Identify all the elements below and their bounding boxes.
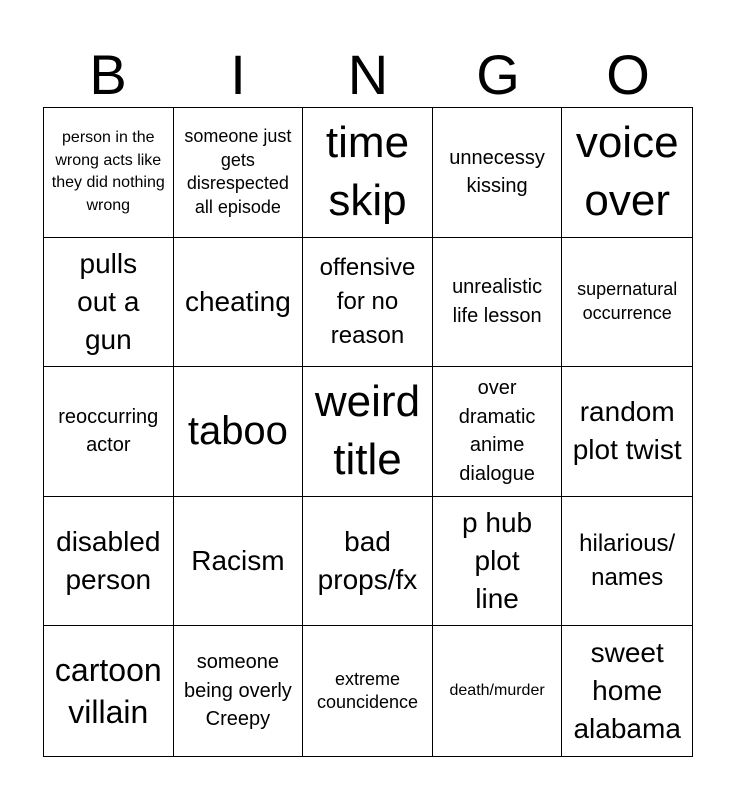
cell-text: taboo <box>187 409 288 454</box>
bingo-cell[interactable] <box>44 367 174 497</box>
bingo-cell[interactable] <box>562 626 692 756</box>
bingo-board <box>43 107 693 757</box>
bingo-cell[interactable] <box>44 626 174 756</box>
bingo-cell[interactable] <box>562 367 692 497</box>
bingo-cell[interactable] <box>433 367 563 497</box>
cell-text: reoccurring actor <box>58 405 159 457</box>
cell-text: pulls out a gun <box>77 247 140 355</box>
cell-text: offensive for no reason <box>319 253 416 349</box>
bingo-cell[interactable] <box>562 497 692 627</box>
cell-text: cheating <box>184 285 291 317</box>
bingo-cell[interactable] <box>174 238 304 368</box>
bingo-cell[interactable] <box>174 108 304 238</box>
bingo-cell[interactable] <box>303 238 433 368</box>
cell-text: disabled person <box>56 526 161 596</box>
bingo-cell[interactable] <box>303 108 433 238</box>
cell-text: cartoon villain <box>54 652 162 731</box>
bingo-cell[interactable] <box>174 497 304 627</box>
header-letter-b: B <box>89 43 127 106</box>
cell-text: extreme councidence <box>316 668 419 713</box>
header-letter-o: O <box>606 43 650 106</box>
cell-text: someone being overly Creepy <box>183 651 292 731</box>
cell-text: bad props/fx <box>317 526 418 596</box>
bingo-cell[interactable] <box>44 108 174 238</box>
bingo-cell[interactable] <box>174 367 304 497</box>
cell-text: weird title <box>314 377 421 485</box>
bingo-cell[interactable] <box>303 497 433 627</box>
bingo-cell[interactable] <box>433 238 563 368</box>
bingo-cell[interactable] <box>303 367 433 497</box>
bingo-cell[interactable] <box>433 626 563 756</box>
cell-text: unrealistic life lesson <box>452 276 543 327</box>
bingo-cell[interactable] <box>174 626 304 756</box>
cell-text: voice over <box>575 118 679 226</box>
bingo-cell[interactable] <box>562 108 692 238</box>
cell-text: p hub plot line <box>462 507 533 615</box>
bingo-cell[interactable] <box>44 238 174 368</box>
cell-text: person in the wrong acts like they did nothing wrong <box>51 129 165 214</box>
cell-text: over dramatic anime dialogue <box>458 377 536 485</box>
bingo-cell[interactable] <box>303 626 433 756</box>
cell-text: time skip <box>325 118 410 226</box>
cell-text: someone just gets disrespected all episode <box>184 126 292 217</box>
cell-text: supernatural occurrence <box>577 279 678 323</box>
cell-text: death/murder <box>449 681 545 699</box>
bingo-cell[interactable] <box>433 497 563 627</box>
bingo-cell[interactable] <box>433 108 563 238</box>
cell-text: hilarious/ names <box>579 530 676 592</box>
header-letter-i: I <box>230 43 246 106</box>
bingo-header <box>43 42 693 108</box>
cell-text: unnecessy kissing <box>449 146 545 198</box>
cell-text: random plot twist <box>572 396 682 466</box>
bingo-cell[interactable] <box>562 238 692 368</box>
bingo-cell[interactable] <box>44 497 174 627</box>
cell-text: sweet home alabama <box>573 637 681 745</box>
cell-text: Racism <box>191 545 285 577</box>
header-letter-n: N <box>347 43 389 106</box>
header-letter-g: G <box>476 43 520 106</box>
